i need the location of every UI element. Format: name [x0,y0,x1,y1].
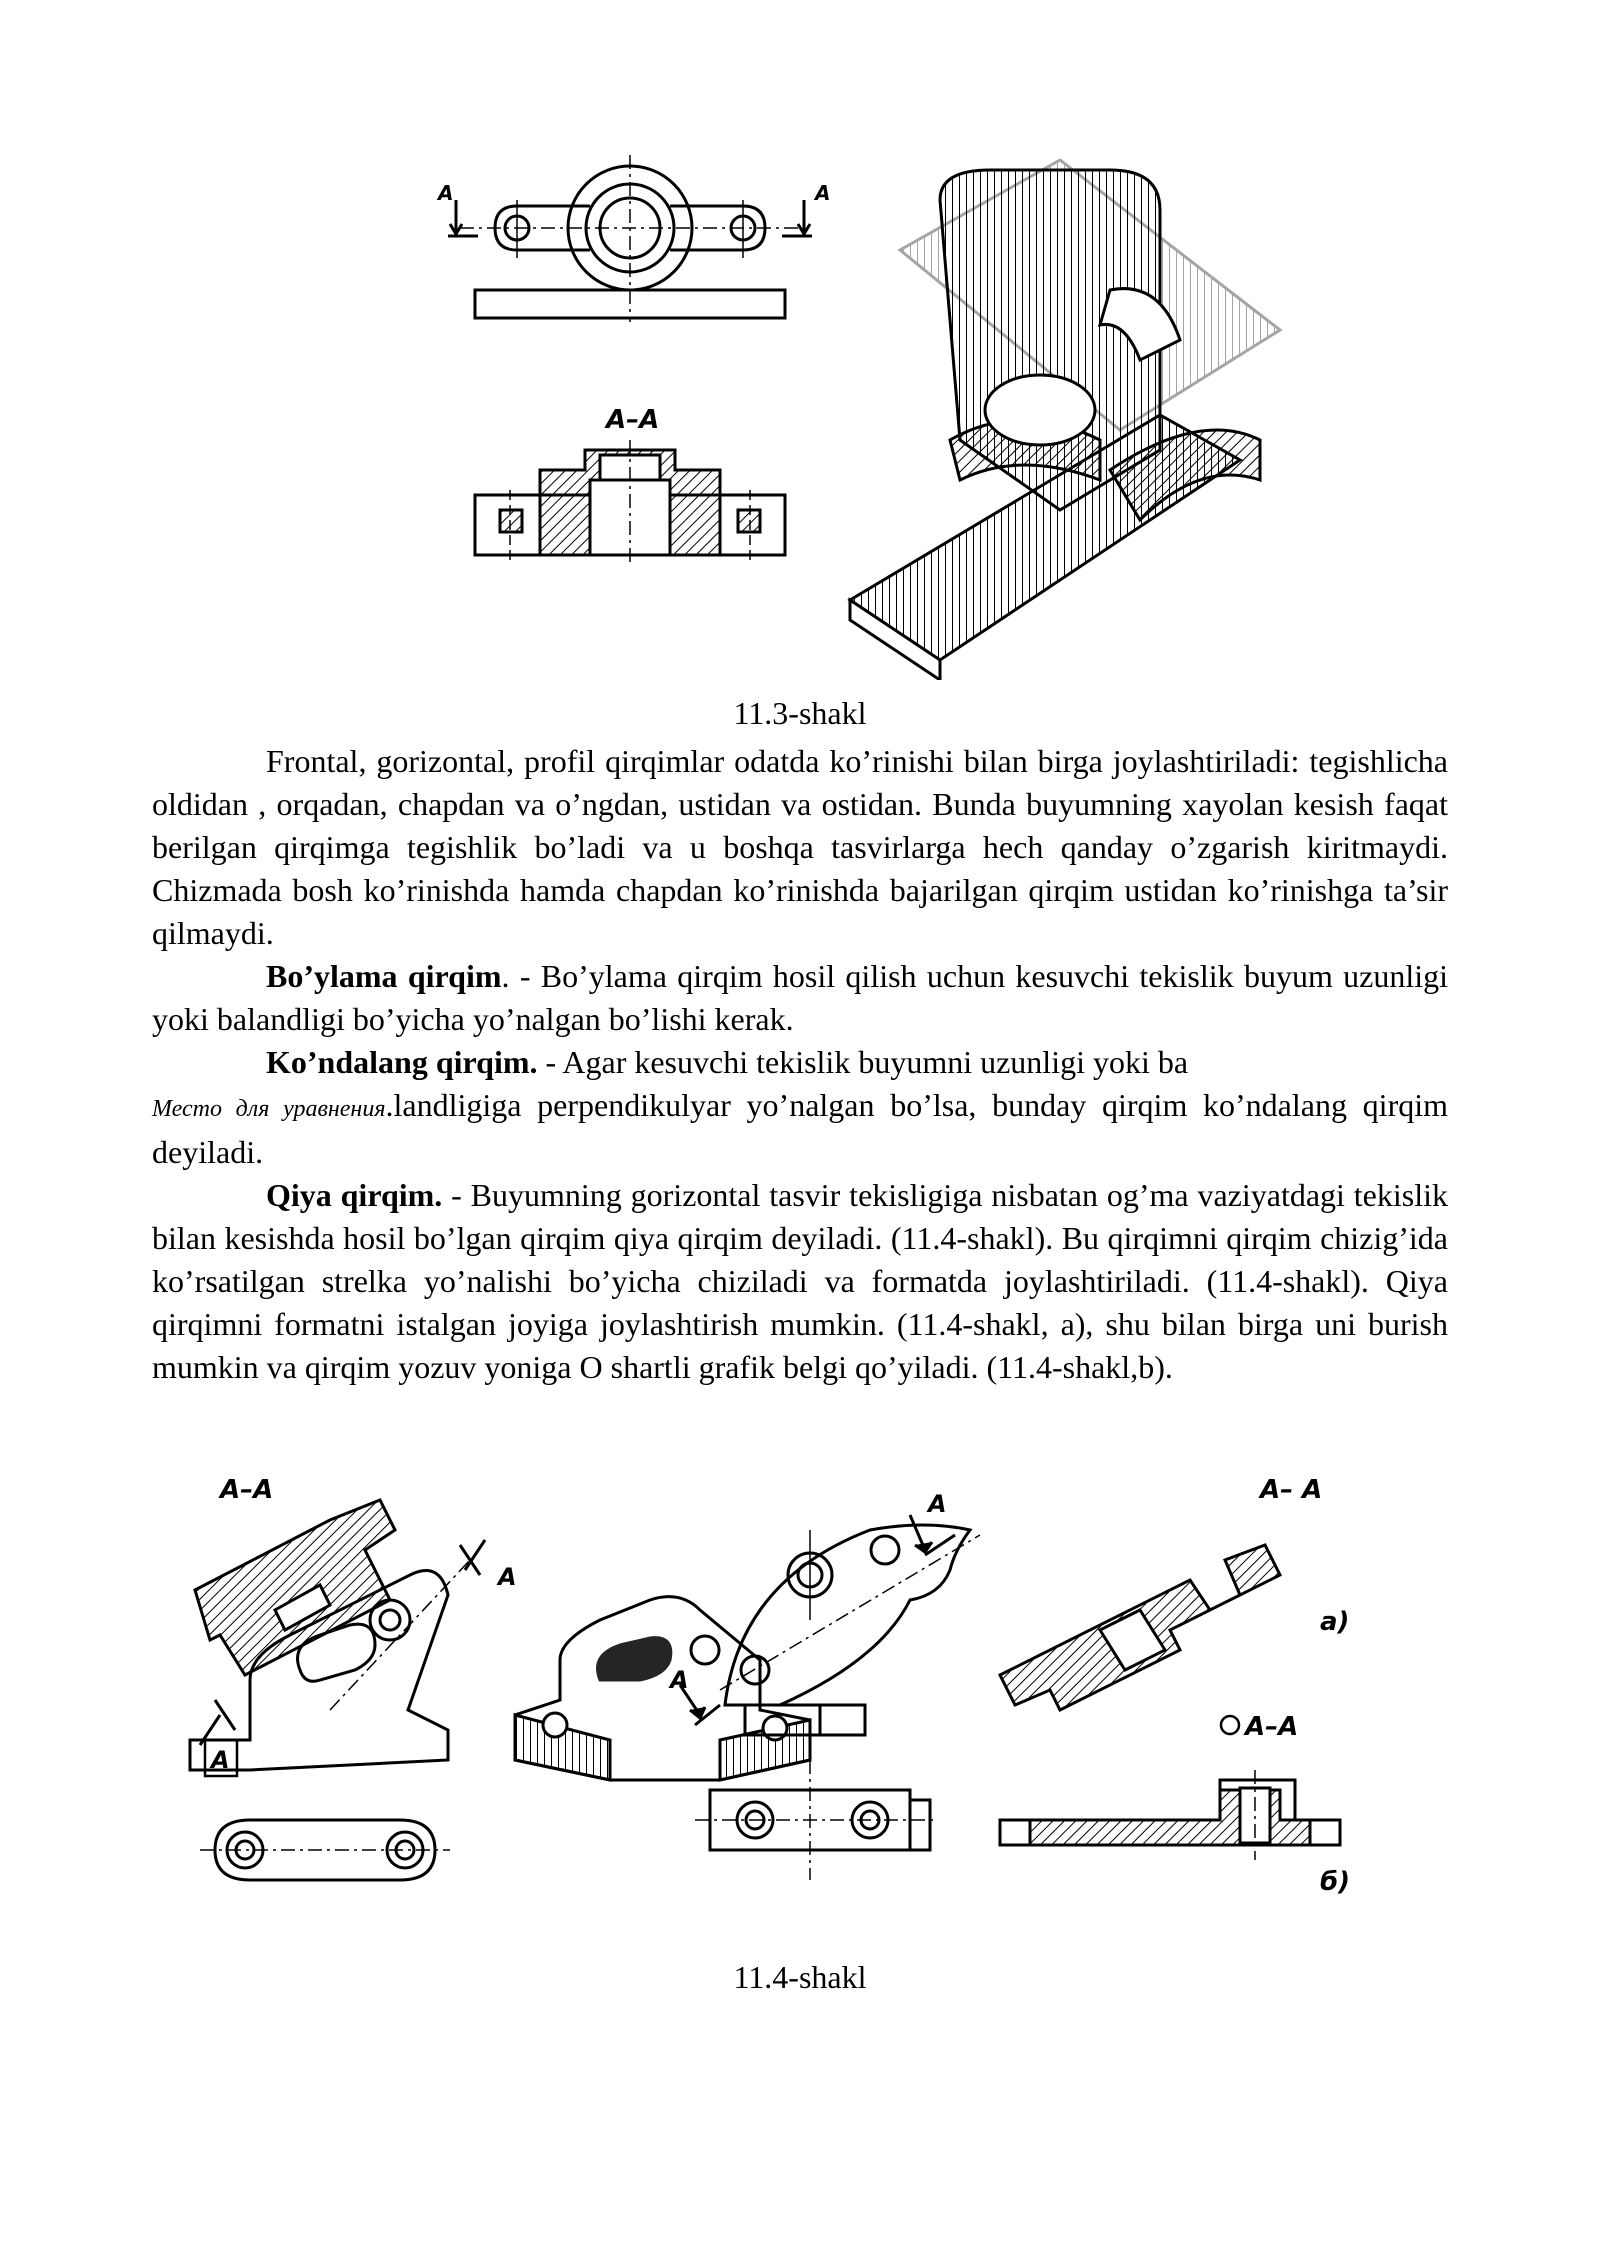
rotation-symbol [1221,1716,1239,1734]
figure-11-4 [180,1460,1440,1950]
term-longitudinal: Bo’ylama qirqim [266,958,502,994]
isometric-cutaway-drawing [850,160,1280,680]
section-label: A–A [606,405,660,435]
arrow-label-left: A [438,181,454,205]
left-oblique-section [195,1500,395,1675]
text-longitudinal: . - Bo’ylama qirqim hosil qilish uchun kesuvchi tekislik buyum uzunligi yoki balandligi bo’yicha yo’nalgan bo’lishi kerak. [152,958,1449,1037]
left-arrow-label: A [498,1563,517,1591]
text-oblique: - Buyumning gorizontal tasvir tekisligiga nisbatan og’ma vaziyatdagi tekislik bilan kesishda hosil bo’lgan qirqim qiya qirqim deyiladi. (11.4-shakl). Bu qirqimni qirqim chizig’ida ko’rsatilgan strelka yo’nalishi bo’yicha chiziladi va formatda joylashtiriladi. (11.4-shakl). Qiya qirqimni formatni istalgan joyiga joylashtirish mumkin. (11.4-shakl, a), shu bilan birga uni burish mumkin va qirqim yozuv yoniga O shartli grafik belgi qo’yiladi. (11.4-shakl,b). [152,1177,1449,1385]
sub-label-a: a) [1320,1607,1350,1637]
equation-placeholder[interactable]: Место для уравнения [152,1096,386,1122]
right-arrow-left-label: A [670,1666,689,1694]
left-section-label: A–A [220,1475,274,1505]
figure-caption-11-3: 11.3-shakl [733,695,867,731]
right-arrow-top-label: A [928,1490,947,1518]
left-top-view [200,1820,450,1880]
figure-11-3 [420,140,1300,680]
right-section-b [1000,1770,1340,1860]
top-view-drawing [448,155,812,322]
arrow-label-right: A [815,181,831,205]
term-transverse: Ko’ndalang qirqim. [266,1044,538,1080]
term-oblique: Qiya qirqim. [266,1177,443,1213]
paragraph-oblique [152,1174,1448,1389]
text-transverse-b: .landligiga perpendikulyar yo’nalgan bo’lsa, bunday qirqim ko’ndalang qirqim deyiladi. [152,1087,1449,1170]
paragraph-transverse [152,1041,1448,1084]
right-section-b-label: A–A [1245,1712,1299,1742]
text-transverse-a: - Agar kesuvchi tekislik buyumni uzunligi yoki ba [537,1044,1189,1080]
left-box-label: A [211,1746,230,1774]
right-section-a [1000,1545,1280,1710]
paragraph-longitudinal [152,955,1448,1041]
isometric-part-drawing [515,1597,810,1780]
body-text [152,740,1448,1389]
paragraph-transverse-cont [152,1084,1448,1174]
right-front-view [720,1525,980,1735]
right-section-a-label: A– A [1260,1475,1323,1505]
paragraph-intro: Frontal, gorizontal, profil qirqimlar odatda ko’rinishi bilan birga joylashtiriladi: tegishlicha oldidan , orqadan, chapdan va o’ngdan, ustidan va ostidan. Bunda buyumning xayolan kesish faqat berilgan qirqimga tegishlik bo’ladi va u boshqa tasvirlarga hech qanday o’zgarish kiritmaydi. Chizmada bosh ko’rinishda hamda chapdan ko’rinishda bajarilgan qirqim ustidan ko’rinishga ta’sir qilmaydi. [152,743,1448,951]
figure-caption-11-4: 11.4-shakl [733,1959,867,1995]
section-view-drawing [475,440,785,565]
sub-label-b: б) [1320,1867,1351,1897]
